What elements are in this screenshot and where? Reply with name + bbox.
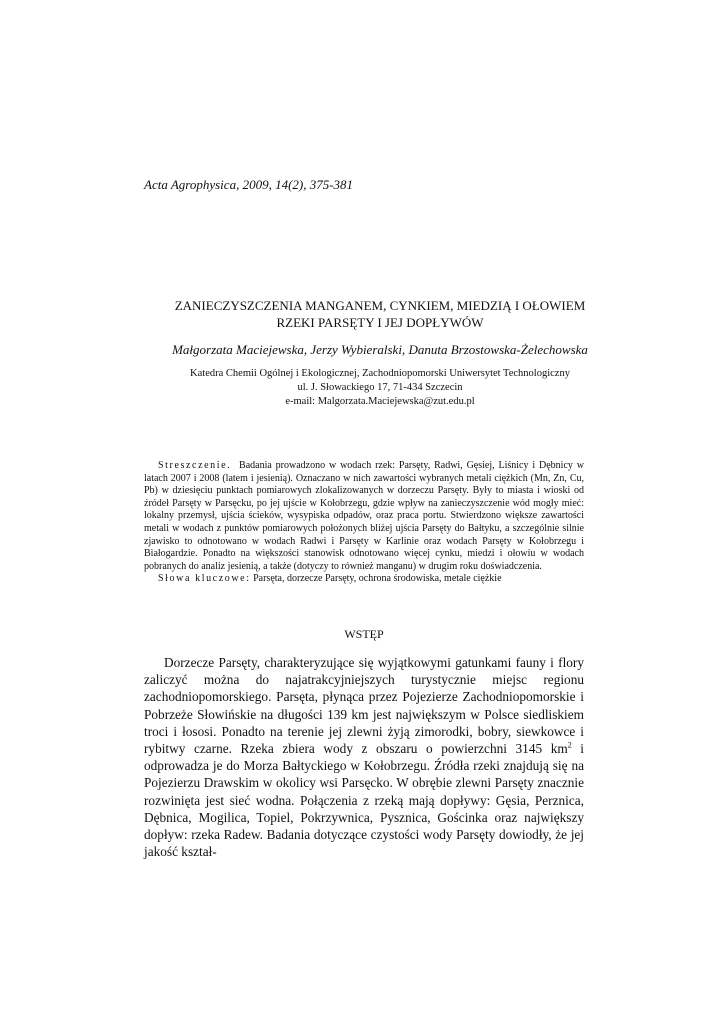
abstract-text: Badania prowadzono w wodach rzek: Parsęty, Radwi, Gęsiej, Liśnicy i Dębnicy w latach 2007 i 2008 (latem i jesienią). Oznaczano w nich zawartości wybranych metali ciężkich (Mn, Zn, Cu, Pb) w dziesięciu punktach pomiarowych zlokalizowanych w dorzeczu Parsęty. Były to miasta i wioski od źródeł Parsęty w Parsęcku, po jej ujście w Kołobrzegu, gdzie wpływ na zanieczyszczenie wód mogły mieć: lokalny przemysł, ujścia ścieków, wysypiska odpadów, oraz praca portu. Stwierdzono większe zawartości metali w wodach z punktów pomiarowych położonych bliżej ujścia Parsęty do Bałtyku, a szczególnie silnie zjawisko to odnotowano w wodach Radwi i Parsęty w Karlinie oraz wodach Parsęty w Kołobrzegu i Białogardzie. Ponadto na większości stanowisk odnotowano więcej cynku, miedzi i ołowiu w wodach pobranych do analiz jesienią, a także (dotyczy to również manganu) w drugim roku doświadczenia. bbox=[144, 460, 584, 572]
affiliation-address: ul. J. Słowackiego 17, 71-434 Szczecin bbox=[297, 382, 463, 393]
paper-title bbox=[110, 297, 650, 331]
journal-citation: Acta Agrophysica, 2009, 14(2), 375-381 bbox=[144, 177, 354, 192]
keywords-label: Słowa kluczowe: bbox=[158, 573, 251, 585]
abstract-paragraph bbox=[144, 460, 584, 573]
intro-text-part-1: Dorzecze Parsęty, charakteryzujące się wyjątkowymi gatunkami fauny i flory zaliczyć można do najatrakcyjniejszych turystycznie miejsc regionu zachodniopomorskiego. Parsęta, płynąca przez Pojezierze Zachodniopomorskie i Pobrzeże Słowińskie na długości 139 km jest największym w Polsce siedliskiem troci i łososi. Ponadto na terenie jej zlewni żyją zimorodki, bobry, siewkowce i rybitwy czarne. Rzeka zbiera wody z obszaru o powierzchni 3145 km bbox=[144, 655, 584, 757]
section-heading: WSTĘP bbox=[344, 627, 384, 641]
title-line-2: RZEKI PARSĘTY I JEJ DOPŁYWÓW bbox=[276, 315, 484, 330]
authors: Małgorzata Maciejewska, Jerzy Wybieralski, Danuta Brzostowska-Żelechowska bbox=[172, 342, 588, 357]
abstract-label: Streszczenie. bbox=[158, 460, 232, 471]
affiliation-institution: Katedra Chemii Ogólnej i Ekologicznej, Zachodniopomorski Uniwersytet Technologiczny bbox=[190, 368, 570, 379]
affiliation-email: e-mail: Malgorzata.Maciejewska@zut.edu.pl bbox=[285, 396, 475, 407]
title-line-1: ZANIECZYSZCZENIA MANGANEM, CYNKIEM, MIEDZIĄ I OŁOWIEM bbox=[174, 298, 586, 313]
affiliation bbox=[110, 367, 650, 409]
keywords-paragraph bbox=[144, 573, 584, 586]
keywords-text: Parsęta, dorzecze Parsęty, ochrona środowiska, metale ciężkie bbox=[253, 573, 502, 585]
area-superscript: 2 bbox=[567, 740, 572, 750]
introduction-body bbox=[144, 654, 584, 860]
introduction-paragraph bbox=[144, 654, 584, 860]
intro-text-part-2: i odprowadza je do Morza Bałtyckiego w Kołobrzegu. Źródła rzeki znajdują się na Pojezierzu Drawskim w okolicy wsi Parsęcko. W obrębie zlewni Parsęty znacznie rozwinięta jest sieć wodna. Połączenia z rzeką mają dopływy: Gęsia, Perznica, Dębnica, Mogilica, Topiel, Pokrzywnica, Pysznica, Gościnka oraz największy dopływ: rzeka Radew. Badania dotyczące czystości wody Parsęty dowiodły, że jej jakość kształ- bbox=[144, 741, 584, 860]
abstract bbox=[144, 460, 584, 586]
